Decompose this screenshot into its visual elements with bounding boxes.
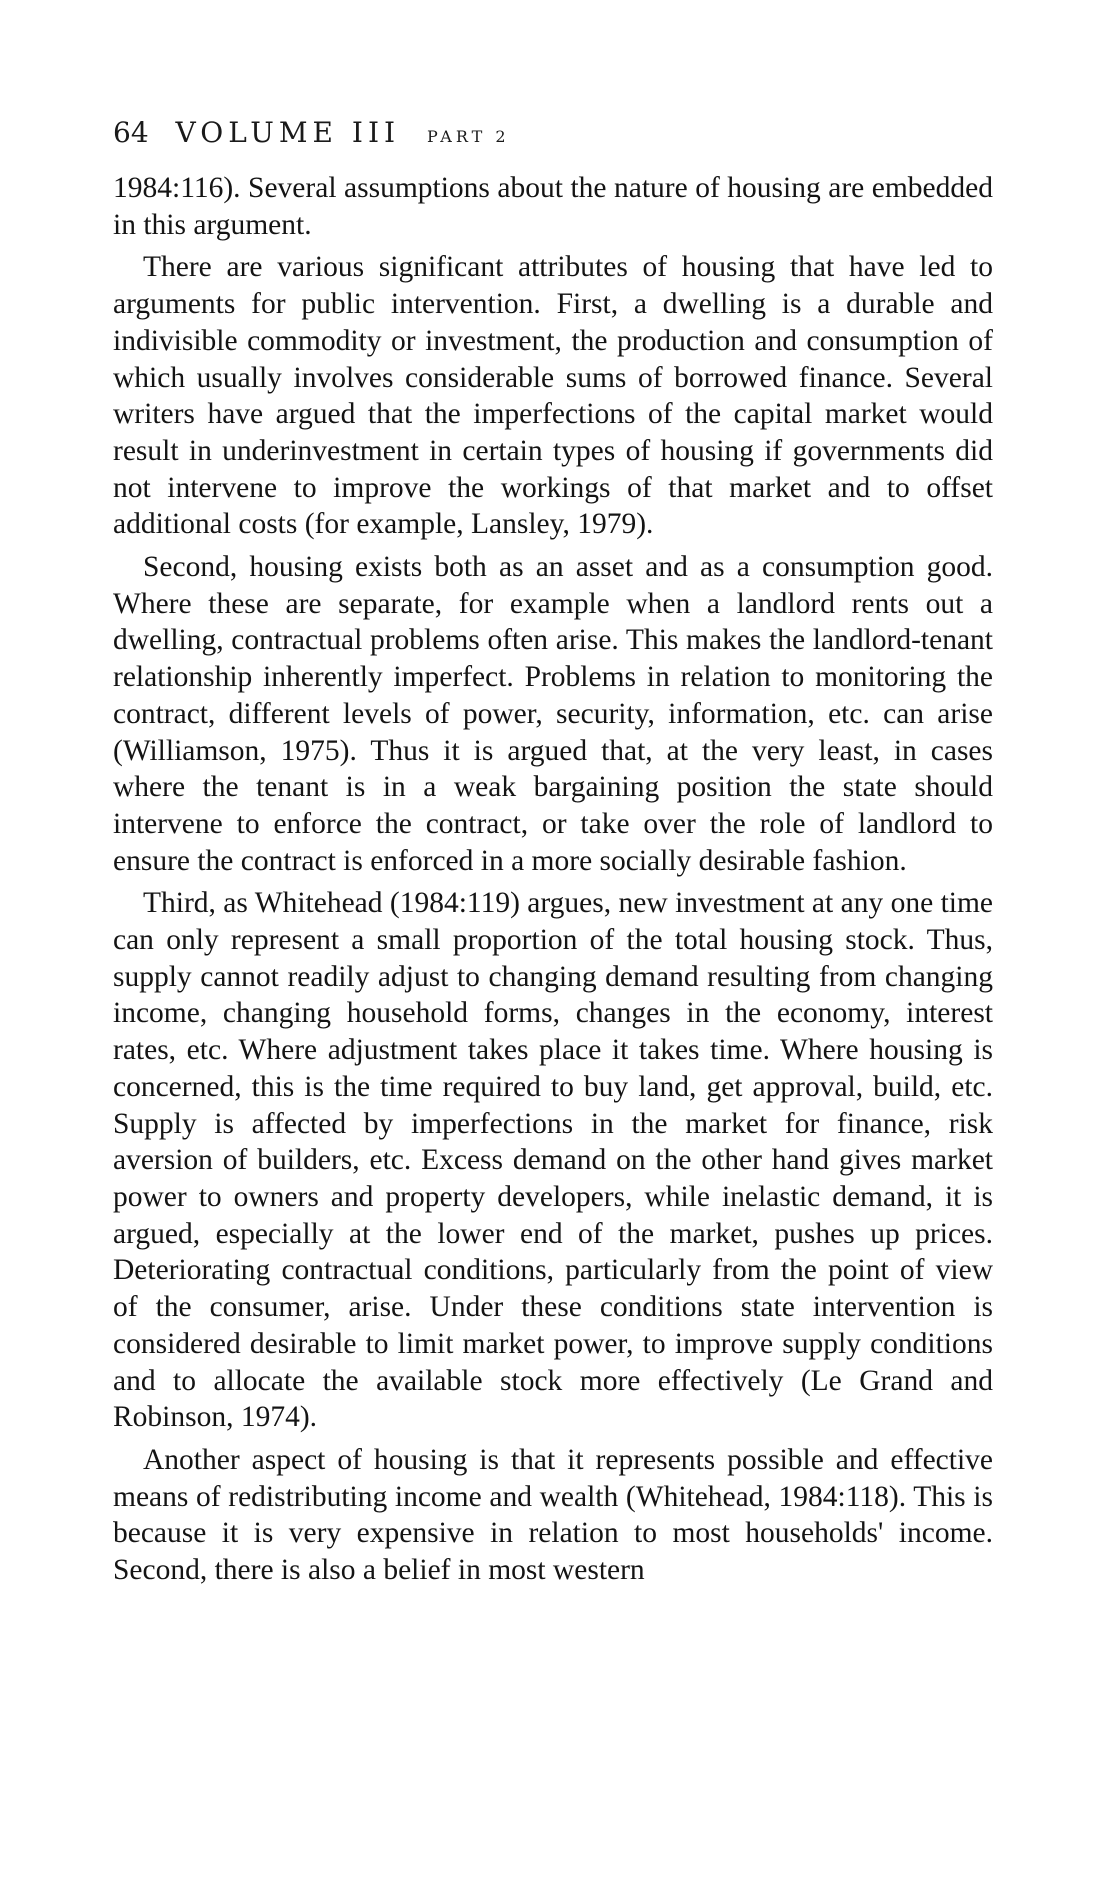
paragraph-redistribution: Another aspect of housing is that it represents possible and effective means of redistributing income and wealth (Whitehead, 1984:118). This is because it is very expensive in relation to most households' income. Second, there is also a belief in most western <box>113 1443 993 1587</box>
page-number: 64 <box>113 116 149 149</box>
part-label: PART 2 <box>427 127 510 146</box>
paragraph-asset-and-consumption: Second, housing exists both as an asset and as a consumption good. Where these are separate, for example when a landlord rents out a dwelling, contractual problems often arise. This makes the landlord-tenant relationship inherently imperfect. Problems in relation to monitoring the contract, different levels of power, security, information, etc. can arise (Williamson, 1975). Thus it is argued that, at the very least, in cases where the tenant is in a weak bargaining position the state should intervene to enforce the contract, or take over the role of landlord to ensure the contract is enforced in a more socially desirable fashion. <box>113 551 993 877</box>
paragraph-continuation: 1984:116). Several assumptions about the nature of housing are embedded in this argument. <box>113 172 993 241</box>
running-head <box>113 116 510 149</box>
paragraph-attributes-of-housing: There are various significant attributes of housing that have led to arguments for public intervention. First, a dwelling is a durable and indivisible commodity or investment, the production and consumption of which usually involves considerable sums of borrowed finance. Several writers have argued that the imperfections of the capital market would result in underinvestment in certain types of housing if governments did not intervene to improve the workings of that market and to offset additional costs (for example, Lansley, 1979). <box>113 251 993 541</box>
body-text <box>113 170 993 1595</box>
paragraph-supply-adjustment: Third, as Whitehead (1984:119) argues, new investment at any one time can only represent a small proportion of the total housing stock. Thus, supply cannot readily adjust to changing demand resulting from changing income, changing household forms, changes in the economy, interest rates, etc. Where adjustment takes place it takes time. Where housing is concerned, this is the time required to buy land, get approval, build, etc. Supply is affected by imperfections in the market for finance, risk aversion of builders, etc. Excess demand on the other hand gives market power to owners and property developers, while inelastic demand, it is argued, especially at the lower end of the market, pushes up prices. Deteriorating contractual conditions, particularly from the point of view of the consumer, arise. Under these conditions state intervention is considered desirable to limit market power, to improve supply conditions and to allocate the available stock more effectively (Le Grand and Robinson, 1974). <box>113 887 993 1434</box>
volume-label: VOLUME III <box>175 116 401 149</box>
